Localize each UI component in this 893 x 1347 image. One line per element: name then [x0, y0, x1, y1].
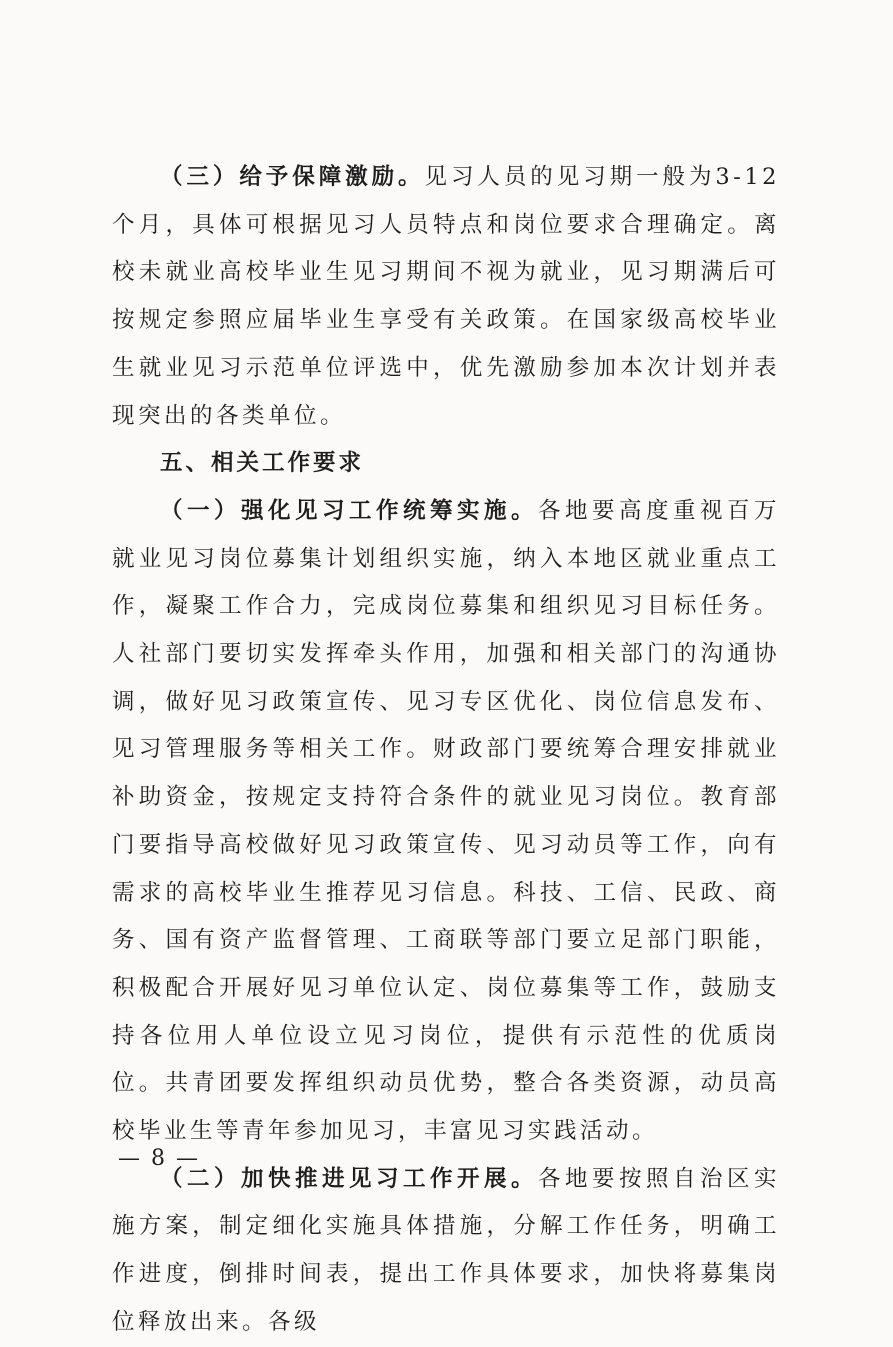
paragraph-text: 各地要高度重视百万就业见习岗位募集计划组织实施，纳入本地区就业重点工作，凝聚工作合力，完成岗位募集和组织见习目标任务。人社部门要切实发挥牵头作用，加强和相关部门的沟通协调，做好见习政策宣传、见习专区优化、岗位信息发布、见习管理服务等相关工作。财政部门要统筹合理安排就业补助资金，按规定支持符合条件的就业见习岗位。教育部门要指导高校做好见习政策宣传、见习动员等工作，向有需求的高校毕业生推荐见习信息。科技、工信、民政、商务、国有资产监督管理、工商联等部门要立足部门职能，积极配合开展好见习单位认定、岗位募集等工作，鼓励支持各位用人单位设立见习岗位，提供有示范性的优质岗位。共青团要发挥组织动员优势，整合各类资源，动员高校毕业生等青年参加见习，丰富见习实践活动。: [112, 497, 780, 1145]
paragraph-5-1: [112, 488, 780, 1156]
paragraph-text: 各地要按照自治区实施方案，制定细化实施具体措施，分解工作任务，明确工作进度，倒排时间表，提出工作具体要求，加快将募集岗位释放出来。各级: [112, 1165, 780, 1335]
paragraph-3-3: [112, 154, 780, 440]
paragraph-lead: （一）强化见习工作统筹实施。: [160, 497, 538, 524]
page-number: — 8 —: [118, 1146, 200, 1171]
paragraph-text: 见习人员的见习期一般为3-12个月，具体可根据见习人员特点和岗位要求合理确定。离校未就业高校毕业生见习期间不视为就业，见习期满后可按规定参照应届毕业生享受有关政策。在国家级高校毕业生就业见习示范单位评选中，优先激励参加本次计划并表现突出的各类单位。: [112, 164, 780, 429]
section-heading: 五、相关工作要求: [160, 450, 365, 477]
document-body: [112, 154, 780, 1347]
paragraph-lead: （三）给予保障激励。: [160, 164, 425, 190]
paragraph-lead: （二）加快推进见习工作开展。: [160, 1165, 538, 1192]
paragraph-5-2: [112, 1156, 780, 1347]
